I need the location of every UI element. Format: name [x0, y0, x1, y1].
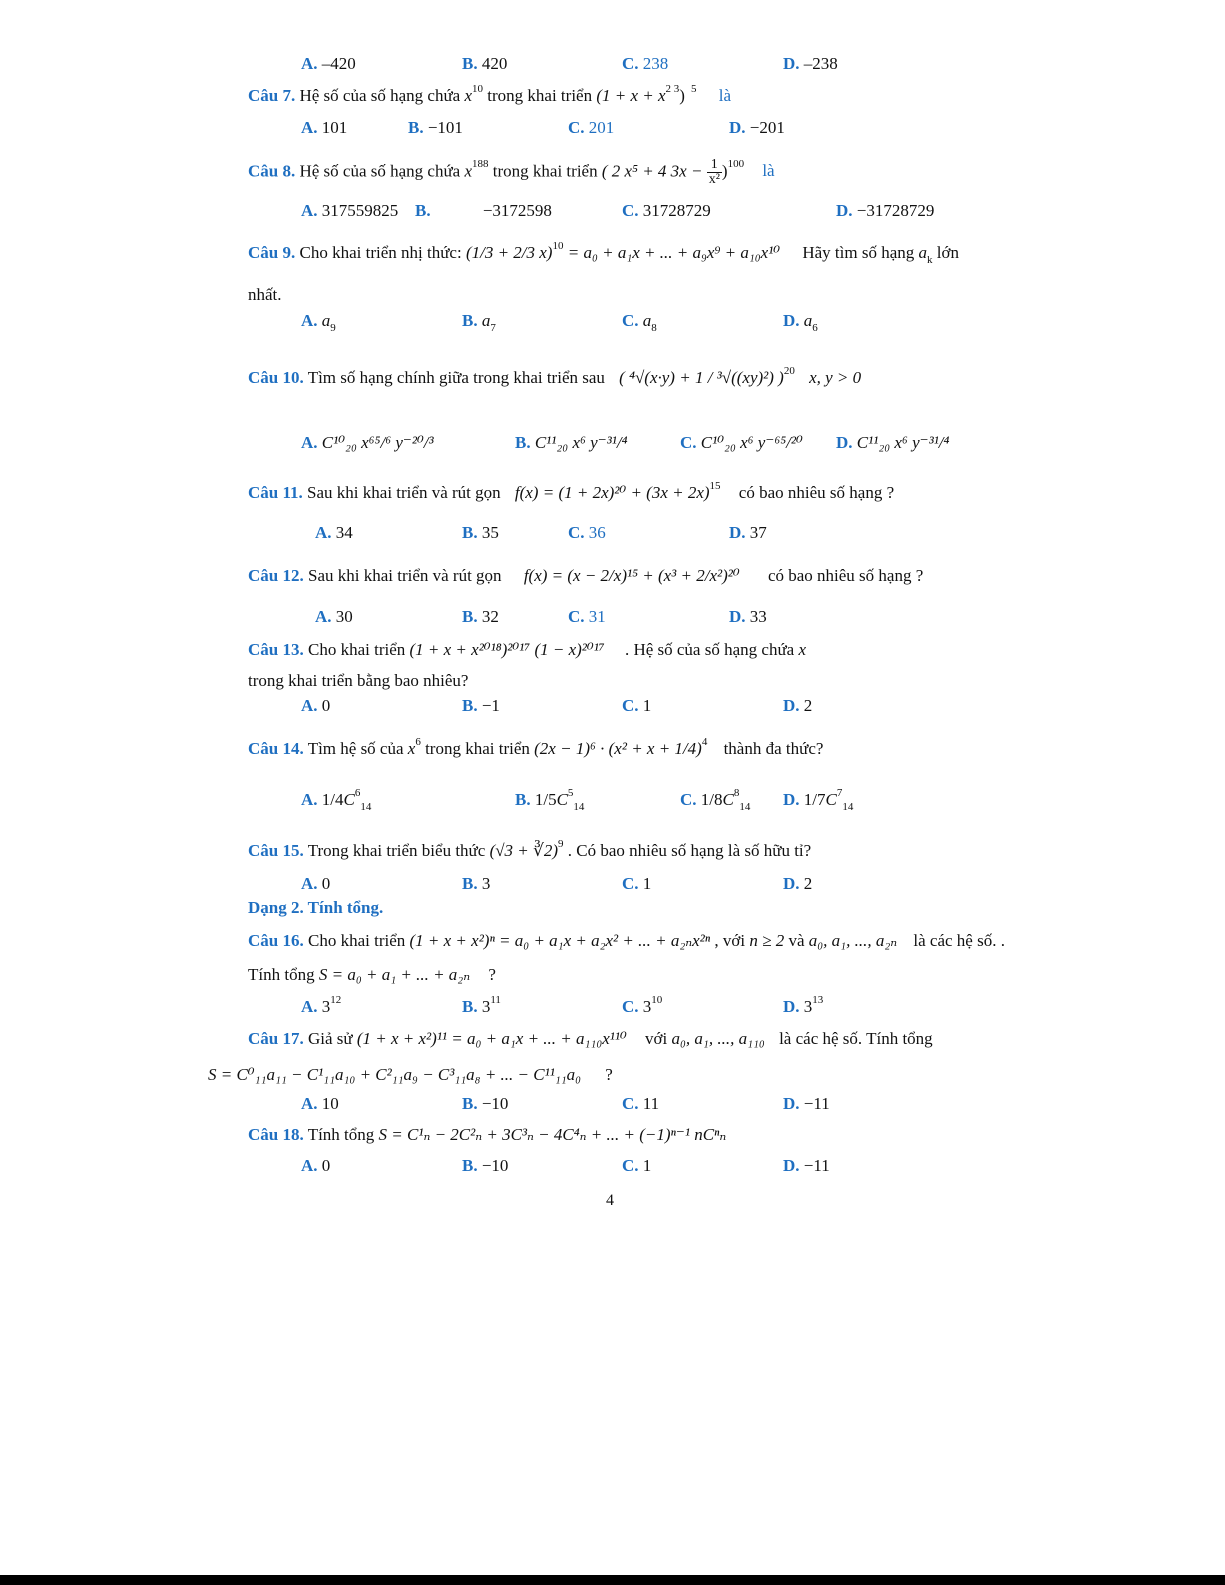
q7-stem: Câu 7. Hệ số của số hạng chứa $x^{10}$ trong khai triển $(1 + x + x^{2 3})$ $^5$ là — [248, 83, 731, 105]
q8-option-a — [301, 200, 398, 222]
math-exp: 6 — [415, 736, 421, 748]
math-expr: (1 + x + x — [596, 86, 666, 105]
option-label: B. — [462, 1094, 478, 1113]
question-number: Câu 9. — [248, 243, 296, 262]
option-value: −10 — [481, 1156, 509, 1175]
option-value: 31728729 — [642, 201, 711, 220]
option-value: 0 — [321, 696, 331, 715]
option-label: D. — [729, 523, 746, 542]
option-value: 2 — [803, 696, 813, 715]
question-text: lớn — [936, 243, 959, 262]
q7-option-b — [408, 117, 463, 139]
option-value: 317559825 — [321, 201, 399, 220]
option-value: 35 — [481, 523, 499, 542]
option-base: 3 — [803, 997, 813, 1016]
option-value: 31 — [588, 607, 606, 626]
question-text: nhất. — [248, 285, 282, 304]
option-label: B. — [462, 311, 478, 330]
section-heading: Dạng 2. Tính tổng. — [248, 898, 384, 917]
q16-stem — [248, 930, 1005, 952]
q9-option-d — [783, 310, 818, 334]
option-value: C¹⁰₂₀ x⁶⁵/⁶ y⁻²⁰/³ — [321, 433, 434, 452]
question-text: là — [718, 86, 731, 105]
option-label: C. — [622, 54, 639, 73]
option-value: 3 — [481, 874, 491, 893]
question-text: . Hệ số của số hạng chứa — [624, 640, 795, 659]
option-var: a — [481, 311, 491, 330]
question-text: Tìm hệ số của — [307, 739, 404, 758]
option-value: C¹⁰₂₀ x⁶ y⁻⁶⁵/²⁰ — [700, 433, 803, 452]
math-exp: 10 — [472, 83, 484, 95]
math-expr: S = C⁰₁₁a₁₁ − C¹₁₁a₁₀ + C²₁₁a₉ − C³₁₁a₈ + ... − C¹¹₁₁a₀ — [208, 1065, 582, 1084]
question-text: Tính tổng — [248, 965, 315, 984]
q18-option-a — [301, 1155, 330, 1177]
question-number: Câu 18. — [248, 1125, 304, 1144]
math-exp: 4 — [701, 736, 708, 748]
option-value: 11 — [642, 1094, 660, 1113]
option-value: 33 — [749, 607, 767, 626]
question-text: là các hệ số. Tính tổng — [779, 1029, 933, 1048]
option-value: −11 — [803, 1156, 830, 1175]
question-text: Cho khai triển — [307, 931, 406, 950]
q9-stem-cont — [248, 284, 282, 306]
question-text: Cho khai triển nhị thức: — [299, 243, 462, 262]
math-expr: (2x − 1)⁶ · (x² + x + 1/4) — [534, 739, 702, 758]
option-exp: 12 — [330, 994, 342, 1006]
q6-option-c — [622, 53, 668, 75]
option-label: A. — [301, 790, 318, 809]
question-text: thành đa thức? — [723, 739, 824, 758]
math-expr: f(x) = (x − 2/x)¹⁵ + (x³ + 2/x²)²⁰ — [523, 566, 740, 585]
question-text: Hệ số của số hạng chứa — [299, 86, 461, 105]
option-label: A. — [301, 696, 318, 715]
question-number: Câu 16. — [248, 931, 304, 950]
option-fraction: 1/5 — [534, 790, 557, 809]
math-var: x — [798, 640, 806, 659]
q15-option-a — [301, 873, 330, 895]
option-label: C. — [680, 433, 697, 452]
q12-option-c — [568, 606, 606, 628]
q15-stem — [248, 840, 811, 864]
q16-option-b — [462, 996, 501, 1020]
math-expr: (√3 + ∛2) — [489, 841, 559, 860]
option-label: B. — [515, 790, 531, 809]
option-value: 201 — [588, 118, 615, 137]
q15-option-b — [462, 873, 490, 895]
q14-option-d — [783, 789, 853, 813]
q14-stem — [248, 738, 823, 762]
option-label: A. — [301, 997, 318, 1016]
question-number: Câu 14. — [248, 739, 304, 758]
question-text: ? — [488, 965, 496, 984]
option-label: B. — [515, 433, 531, 452]
option-label: D. — [729, 607, 746, 626]
option-value: –420 — [321, 54, 356, 73]
q8-stem: Câu 8. Hệ số của số hạng chứa $x^{188}$ trong khai triển ( 2 x⁵ + 4 3x − $\frac{1}{\text{x²}}$ )$^{100}$ là — [248, 157, 775, 187]
question-text: Hãy tìm số hạng — [802, 243, 915, 262]
q16-option-a — [301, 996, 341, 1020]
option-value: 34 — [335, 523, 353, 542]
question-number: Câu 13. — [248, 640, 304, 659]
option-sub: 7 — [490, 322, 496, 334]
math-expr: S = a₀ + a₁ + ... + a₂ₙ — [318, 965, 471, 984]
option-label: B. — [408, 118, 424, 137]
q13-option-d — [783, 695, 812, 717]
question-number: Câu 15. — [248, 841, 304, 860]
option-value: 1 — [642, 696, 652, 715]
option-value: C¹¹₂₀ x⁶ y⁻³¹/⁴ — [856, 433, 950, 452]
question-number: Câu 10. — [248, 368, 304, 387]
option-value: 1 — [642, 1156, 652, 1175]
q11-stem — [248, 482, 894, 506]
option-value: 0 — [321, 1156, 331, 1175]
option-fraction: 1/4 — [321, 790, 344, 809]
q7-option-d — [729, 117, 785, 139]
question-text: trong khai triển — [425, 739, 530, 758]
question-text: và — [788, 931, 805, 950]
option-label: A. — [301, 118, 318, 137]
question-number: Câu 17. — [248, 1029, 304, 1048]
math-fraction — [707, 158, 722, 187]
q12-option-b — [462, 606, 499, 628]
fraction-numerator: 1 — [707, 158, 722, 173]
q11-option-d — [729, 522, 767, 544]
q18-stem — [248, 1124, 726, 1146]
question-text: trong khai triển — [492, 161, 598, 181]
q13-option-b — [462, 695, 500, 717]
option-var: a — [321, 311, 331, 330]
q12-stem — [248, 565, 923, 587]
question-text: trong khai triển bằng bao nhiêu? — [248, 671, 469, 690]
math-exp: 188 — [472, 158, 489, 171]
q10-stem — [248, 367, 861, 391]
fraction-denominator: x² — [708, 172, 720, 187]
option-exp: 10 — [651, 994, 663, 1006]
option-fraction: 1/7 — [803, 790, 826, 809]
option-label: A. — [301, 1156, 318, 1175]
question-text: Sau khi khai triển và rút gọn — [307, 483, 501, 502]
question-text: có bao nhiêu số hạng ? — [767, 566, 924, 585]
q10-option-c — [680, 432, 803, 454]
q17-option-c — [622, 1093, 659, 1115]
option-label: B. — [462, 696, 478, 715]
option-value: −10 — [481, 1094, 509, 1113]
option-binomial: C — [556, 790, 568, 809]
option-sup: 5 — [567, 787, 574, 799]
option-value: –238 — [803, 54, 838, 73]
question-text: Tính tổng — [307, 1125, 375, 1144]
math-var: x — [464, 86, 473, 105]
q9-stem — [248, 242, 959, 266]
option-label: A. — [301, 201, 318, 220]
option-value: 101 — [321, 118, 348, 137]
q11-option-a — [315, 522, 353, 544]
option-sub: 14 — [842, 801, 854, 813]
question-text: Cho khai triển — [307, 640, 406, 659]
question-text: là các hệ số. . — [913, 931, 1005, 950]
option-fraction: 1/8 — [700, 790, 723, 809]
option-label: A. — [301, 433, 318, 452]
math-exp: 9 — [558, 838, 564, 850]
page-bottom-border — [0, 1575, 1225, 1585]
q13-option-a — [301, 695, 330, 717]
option-exp: 13 — [812, 994, 824, 1006]
option-label: B. — [462, 607, 478, 626]
math-exp: 20 — [783, 365, 795, 377]
option-label: C. — [622, 997, 639, 1016]
q17-stem-cont — [208, 1064, 613, 1086]
option-value: 1 — [642, 874, 652, 893]
option-binomial: C — [722, 790, 734, 809]
q14-option-c — [680, 789, 750, 813]
math-condition: n ≥ 2 — [749, 931, 785, 950]
option-value: 36 — [588, 523, 606, 542]
q7-option-c — [568, 117, 614, 139]
option-label: C. — [680, 790, 697, 809]
q13-option-c — [622, 695, 651, 717]
q15-option-c — [622, 873, 651, 895]
math-expr: (1 + x + x²)ⁿ = a₀ + a₁x + a₂x² + ... + a₂ₙx²ⁿ — [409, 931, 711, 950]
math-expr: ( 2 x⁵ + 4 3x − — [601, 161, 707, 181]
option-label: D. — [783, 311, 800, 330]
option-label: C. — [568, 523, 585, 542]
option-label: B. — [462, 874, 478, 893]
q17-option-a — [301, 1093, 339, 1115]
q14-option-a — [301, 789, 371, 813]
question-text: ? — [605, 1065, 613, 1084]
q17-stem — [248, 1028, 933, 1050]
q16-option-d — [783, 996, 823, 1020]
option-sub: 14 — [360, 801, 372, 813]
option-value: 30 — [335, 607, 353, 626]
option-label: A. — [315, 523, 332, 542]
math-expr: (1/3 + 2/3 x) — [465, 243, 553, 262]
option-label: B. — [462, 1156, 478, 1175]
q18-option-b — [462, 1155, 508, 1177]
math-expr: S = C¹ₙ − 2C²ₙ + 3C³ₙ − 4C⁴ₙ + ... + (−1)ⁿ⁻¹ nCⁿₙ — [378, 1125, 727, 1144]
math-exp: 5 — [690, 83, 697, 95]
question-text: có bao nhiêu số hạng ? — [738, 483, 895, 502]
q10-option-a — [301, 432, 434, 454]
option-value: 238 — [642, 54, 669, 73]
question-text: Sau khi khai triển và rút gọn — [307, 566, 502, 585]
option-label: B. — [462, 997, 478, 1016]
option-label: D. — [783, 1094, 800, 1113]
option-value: −1 — [481, 696, 500, 715]
option-sub: 14 — [739, 801, 751, 813]
option-base: 3 — [642, 997, 652, 1016]
option-label: D. — [783, 1156, 800, 1175]
q9-option-b — [462, 310, 496, 334]
option-value: −101 — [427, 118, 463, 137]
option-sup: 8 — [733, 787, 740, 799]
option-label: A. — [315, 607, 332, 626]
q14-option-b — [515, 789, 584, 813]
option-sub: 14 — [573, 801, 585, 813]
q18-option-d — [783, 1155, 830, 1177]
option-value: −31728729 — [856, 201, 935, 220]
q13-stem-cont — [248, 670, 468, 692]
option-value: 2 — [803, 874, 813, 893]
option-label: C. — [622, 1156, 639, 1175]
option-exp: 11 — [490, 994, 501, 1006]
q12-option-a — [315, 606, 353, 628]
q17-option-b — [462, 1093, 508, 1115]
question-number: Câu 7. — [248, 86, 296, 105]
q9-option-a — [301, 310, 336, 334]
question-text: là — [762, 161, 775, 181]
option-base: 3 — [481, 997, 491, 1016]
q16-option-c — [622, 996, 662, 1020]
option-value: 0 — [321, 874, 331, 893]
option-label: D. — [783, 790, 800, 809]
q8-option-c — [622, 200, 711, 222]
option-label: B. — [462, 54, 478, 73]
math-exp: 10 — [552, 240, 564, 252]
math-expr: (1 + x + x²)¹¹ = a₀ + a₁x + ... + a₁₁₀x¹¹⁰ — [356, 1029, 627, 1048]
question-text: Hệ số của số hạng chứa — [299, 161, 461, 181]
question-text: với — [645, 1029, 668, 1048]
math-expr: a₀, a₁, ..., a₁₁₀ — [671, 1029, 765, 1048]
question-text: Giả sử — [307, 1029, 353, 1048]
question-text: Tìm số hạng chính giữa trong khai triển sau — [307, 368, 605, 387]
option-label: D. — [783, 997, 800, 1016]
option-var: a — [642, 311, 652, 330]
q11-option-b — [462, 522, 499, 544]
option-label: C. — [568, 607, 585, 626]
q15-option-d — [783, 873, 812, 895]
q8-option-d — [836, 200, 934, 222]
question-text: trong khai triển — [487, 86, 593, 105]
option-label: A. — [301, 311, 318, 330]
option-binomial: C — [825, 790, 837, 809]
math-expr: = a₀ + a₁x + ... + a₉x⁹ + a₁₀x¹⁰ — [567, 243, 781, 262]
option-sup: 6 — [354, 787, 361, 799]
q9-option-c — [622, 310, 657, 334]
q16-stem-cont — [248, 964, 496, 986]
option-value: −11 — [803, 1094, 830, 1113]
option-var: a — [803, 311, 813, 330]
option-sup: 7 — [836, 787, 843, 799]
q12-option-d — [729, 606, 767, 628]
q6-option-a — [301, 53, 356, 75]
question-text: . Có bao nhiêu số hạng là số hữu tỉ? — [567, 841, 812, 860]
option-label: C. — [568, 118, 585, 137]
option-label: A. — [301, 54, 318, 73]
option-value: 32 — [481, 607, 499, 626]
option-label: C. — [622, 1094, 639, 1113]
q7-option-a — [301, 117, 347, 139]
option-label: C. — [622, 874, 639, 893]
option-sub: 6 — [812, 322, 818, 334]
math-expr: (1 + x + x²⁰¹⁸)²⁰¹⁷ (1 − x)²⁰¹⁷ — [409, 640, 605, 659]
option-label: A. — [301, 1094, 318, 1113]
option-value: C¹¹₂₀ x⁶ y⁻³¹/⁴ — [534, 433, 628, 452]
option-label: A. — [301, 874, 318, 893]
math-exp: 100 — [727, 158, 745, 171]
q10-option-b — [515, 432, 628, 454]
option-label: D. — [836, 201, 853, 220]
q11-option-c — [568, 522, 606, 544]
q6-option-b — [462, 53, 507, 75]
question-number: Câu 11. — [248, 483, 303, 502]
math-var: x — [464, 161, 473, 181]
option-value: −201 — [749, 118, 785, 137]
option-value: −3172598 — [482, 201, 552, 220]
math-sub: k — [927, 254, 933, 266]
math-expr: f(x) = (1 + 2x)²⁰ + (3x + 2x) — [514, 483, 710, 502]
option-value: 420 — [481, 54, 508, 73]
q6-option-d — [783, 53, 838, 75]
option-value: 37 — [749, 523, 767, 542]
option-label: D. — [836, 433, 853, 452]
math-expr: ( ⁴√(x·y) + 1 / ³√((xy)²) ) — [619, 368, 784, 387]
question-text: Trong khai triển biểu thức — [307, 841, 486, 860]
option-label: D. — [783, 874, 800, 893]
option-sub: 8 — [651, 322, 657, 334]
math-exp: 15 — [709, 480, 721, 492]
option-label: D. — [783, 54, 800, 73]
q13-stem — [248, 639, 806, 661]
page-number: 4 — [606, 1192, 614, 1209]
question-text: , với — [714, 931, 746, 950]
option-binomial: C — [343, 790, 355, 809]
math-expr: a₀, a₁, ..., a₂ₙ — [808, 931, 898, 950]
math-var: a — [918, 243, 928, 262]
q17-option-d — [783, 1093, 830, 1115]
option-value: 10 — [321, 1094, 339, 1113]
option-sub: 9 — [330, 322, 336, 334]
q10-option-d — [836, 432, 949, 454]
math-condition: x, y > 0 — [809, 368, 862, 387]
math-exp: 2 3 — [665, 83, 680, 95]
question-number: Câu 12. — [248, 566, 304, 585]
option-base: 3 — [321, 997, 331, 1016]
option-label: C. — [622, 201, 639, 220]
question-number: Câu 8. — [248, 161, 296, 181]
math-var: x — [407, 739, 416, 758]
option-label: D. — [783, 696, 800, 715]
option-label: B. — [415, 201, 431, 220]
option-label: B. — [462, 523, 478, 542]
q18-option-c — [622, 1155, 651, 1177]
q8-option-b — [415, 200, 552, 222]
option-label: D. — [729, 118, 746, 137]
option-label: C. — [622, 696, 639, 715]
option-label: C. — [622, 311, 639, 330]
